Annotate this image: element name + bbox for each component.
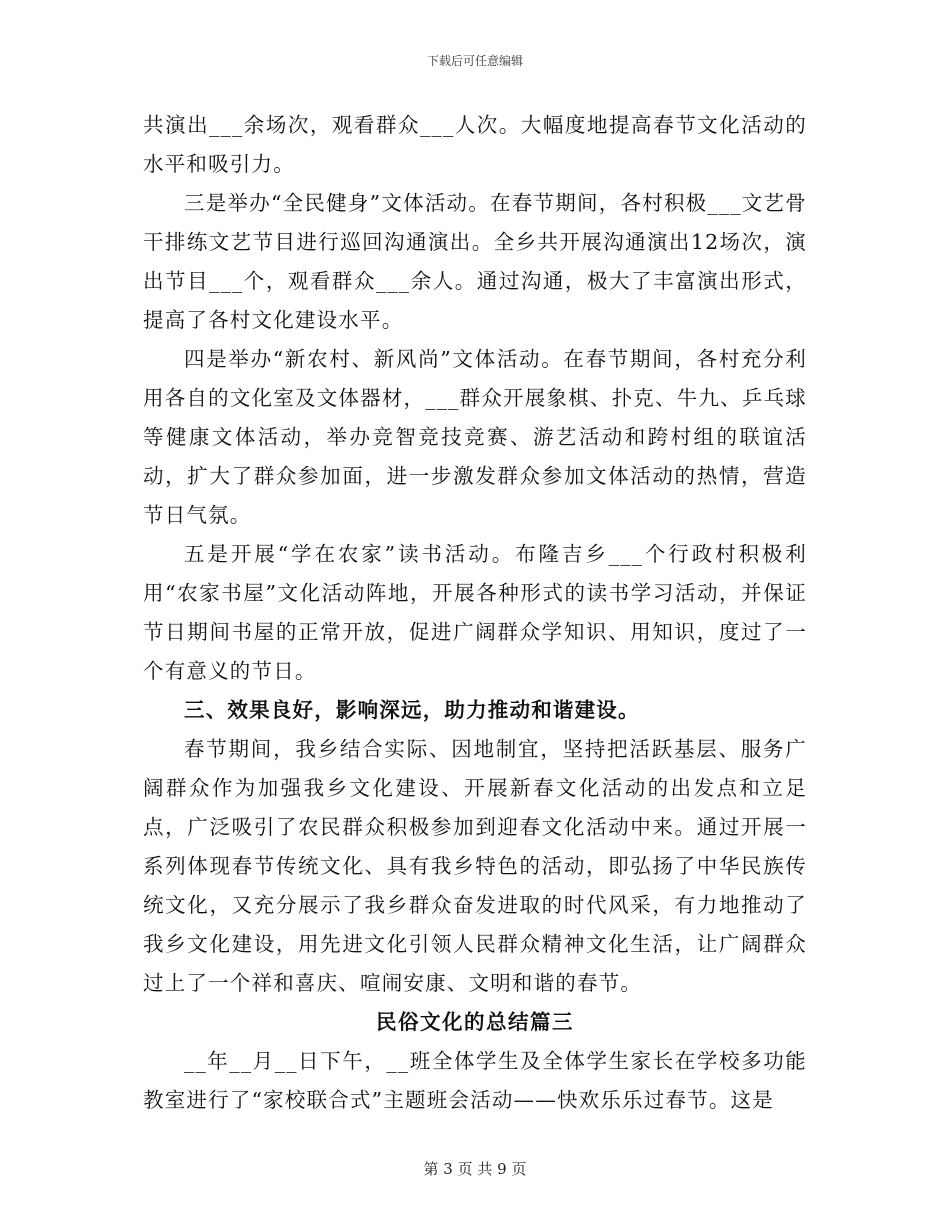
page-footer: 第 3 页 共 9 页 (423, 1160, 527, 1178)
section-heading-results: 三、效果良好，影响深远，助力推动和谐建设。 (184, 698, 640, 722)
paragraph-reading-activity: 五是开展“学在农家”读书活动。布隆吉乡___个行政村积极利用“农家书屋”文化活动阵地，开展各种形式的读书学习活动，并保证节日期间书屋的正常开放，促进广阔群众学知识、用知识，度过了一个有意义的节日。 (143, 542, 807, 683)
paragraph-fitness-activity: 三是举办“全民健身”文体活动。在春节期间，各村积极___文艺骨干排练文艺节目进行巡回沟通演出。全乡共开展沟通演出12场次，演出节目___个，观看群众___余人。通过沟通，极大了丰富演出形式，提高了各村文化建设水平。 (143, 191, 807, 332)
section-title-part-three: 民俗文化的总结篇三 (376, 1010, 574, 1034)
paragraph-results: 春节期间，我乡结合实际、因地制宜，坚持把活跃基层、服务广阔群众作为加强我乡文化建设、开展新春文化活动的出发点和立足点，广泛吸引了农民群众积极参加到迎春文化活动中来。通过开展一系列体现春节传统文化、具有我乡特色的活动，即弘扬了中华民族传统文化，又充分展示了我乡群众奋发进取的时代风采，有力地推动了我乡文化建设，用先进文化引领人民群众精神文化生活，让广阔群众过上了一个祥和喜庆、喧闹安康、文明和谐的春节。 (143, 737, 807, 995)
page-header: 下载后可任意编辑 (426, 54, 523, 68)
paragraph-class-meeting: __年__月__日下午，__班全体学生及全体学生家长在学校多功能教室进行了“家校联合式”主题班会活动——快欢乐乐过春节。这是 (143, 1049, 807, 1112)
paragraph-new-village-activity: 四是举办“新农村、新风尚”文体活动。在春节期间，各村充分利用各自的文化室及文体器材，___群众开展象棋、扑克、牛九、乒乓球等健康文体活动，举办竞智竞技竞赛、游艺活动和跨村组的联谊活动，扩大了群众参加面，进一步激发群众参加文体活动的热情，营造节日气氛。 (143, 347, 807, 527)
paragraph-continuation: 共演出___余场次，观看群众___人次。大幅度地提高春节文化活动的水平和吸引力。 (143, 113, 807, 176)
document-body (143, 106, 807, 1120)
